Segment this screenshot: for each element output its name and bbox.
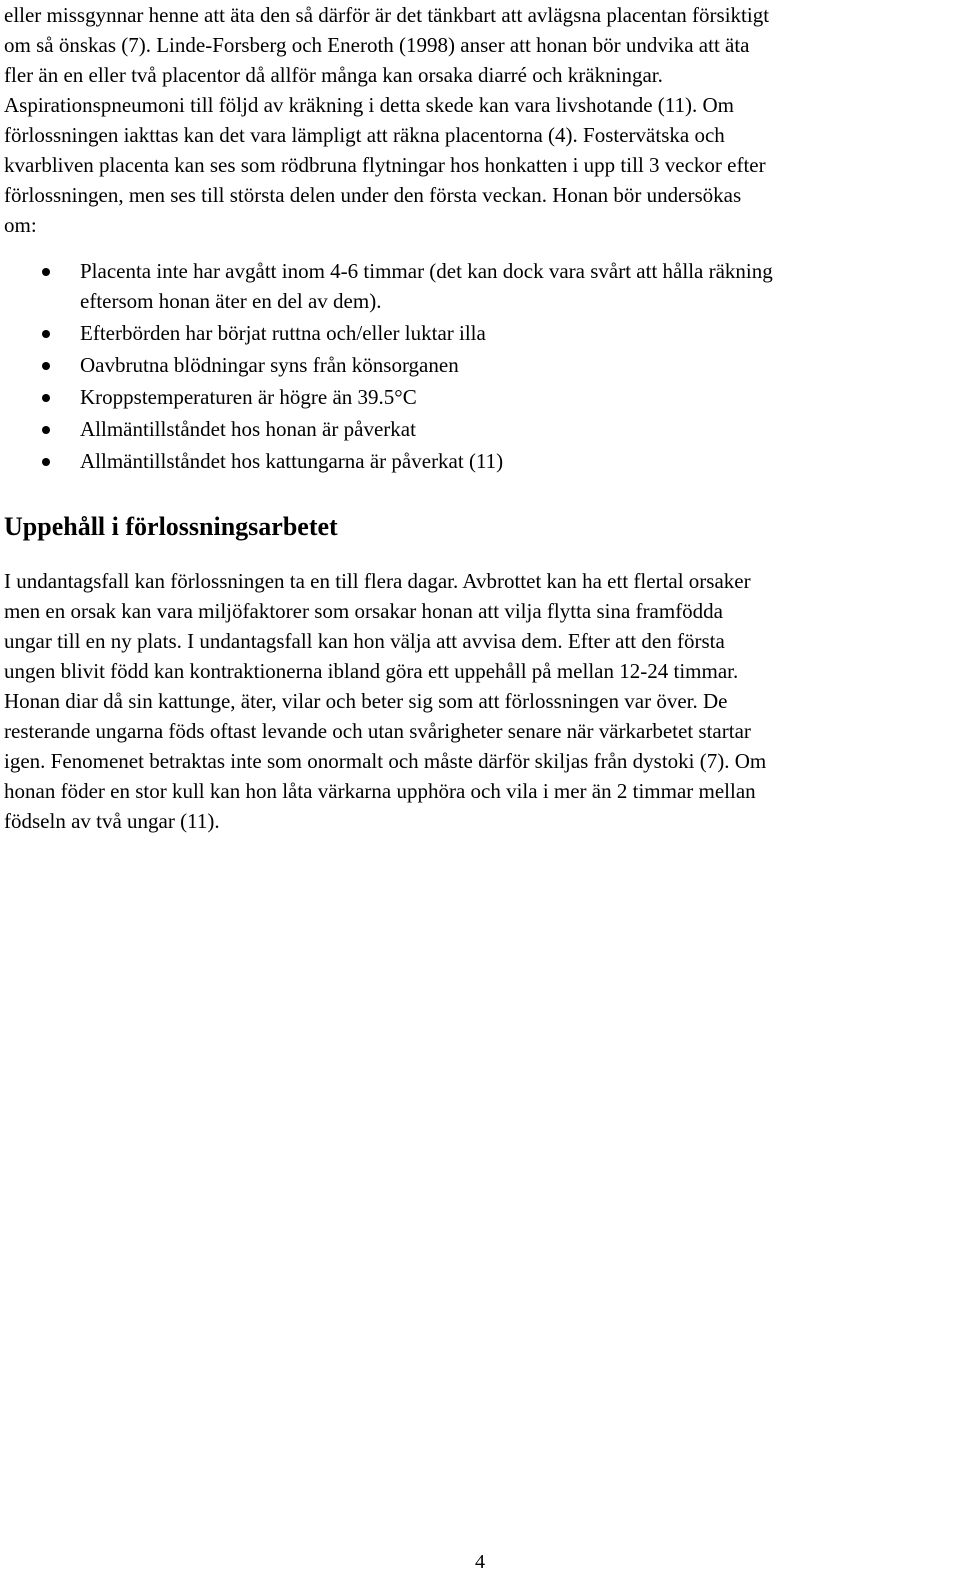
text-line: förlossningen, men ses till största delen under den första veckan. Honan bör undersökas — [4, 183, 742, 207]
list-item-text: Kroppstemperaturen är högre än 39.5°C — [80, 385, 417, 409]
bullet-icon — [42, 394, 50, 402]
text-line: ungen blivit född kan kontraktionerna ibland göra ett uppehåll på mellan 12-24 timmar. — [4, 659, 739, 683]
list-item — [4, 350, 948, 380]
text-line: honan föder en stor kull kan hon låta värkarna upphöra och vila i mer än 2 timmar mellan — [4, 779, 756, 803]
bullet-list — [4, 256, 948, 476]
text-line: eller missgynnar henne att äta den så därför är det tänkbart att avlägsna placentan försiktigt — [4, 3, 770, 27]
text-line: men en orsak kan vara miljöfaktorer som orsakar honan att vilja flytta sina framfödda — [4, 599, 724, 623]
section-paragraph — [4, 566, 948, 836]
bullet-icon — [42, 362, 50, 370]
text-line: kvarbliven placenta kan ses som rödbruna flytningar hos honkatten i upp till 3 veckor efter — [4, 153, 766, 177]
list-item — [4, 446, 948, 476]
text-line: om så önskas (7). Linde-Forsberg och Eneroth (1998) anser att honan bör undvika att äta — [4, 33, 750, 57]
list-item-text: eftersom honan äter en del av dem). — [80, 289, 382, 313]
bullet-icon — [42, 426, 50, 434]
text-line: ungar till en ny plats. I undantagsfall kan hon välja att avvisa dem. Efter att den första — [4, 629, 725, 653]
text-line: Honan diar då sin kattunge, äter, vilar och beter sig som att förlossningen var över. De — [4, 689, 728, 713]
list-item — [4, 382, 948, 412]
text-line: förlossningen iakttas kan det vara lämpligt att räkna placentorna (4). Fostervätska och — [4, 123, 725, 147]
text-line: igen. Fenomenet betraktas inte som onormalt och måste därför skiljas från dystoki (7). Om — [4, 749, 767, 773]
list-item-text: Oavbrutna blödningar syns från könsorganen — [80, 353, 459, 377]
bullet-icon — [42, 268, 50, 276]
bullet-icon — [42, 458, 50, 466]
text-line: fler än en eller två placentor då allför många kan orsaka diarré och kräkningar. — [4, 63, 663, 87]
text-line: om: — [4, 213, 37, 237]
intro-paragraph — [4, 0, 948, 240]
list-item — [4, 256, 948, 316]
page-number: 4 — [475, 1551, 485, 1573]
text-line: födseln av två ungar (11). — [4, 809, 220, 833]
list-item — [4, 318, 948, 348]
list-item-text: Placenta inte har avgått inom 4-6 timmar (det kan dock vara svårt att hålla räkning — [80, 259, 773, 283]
text-line: resterande ungarna föds oftast levande och utan svårigheter senare när värkarbetet startar — [4, 719, 751, 743]
list-item-text: Efterbörden har börjat ruttna och/eller luktar illa — [80, 321, 486, 345]
text-line: I undantagsfall kan förlossningen ta en till flera dagar. Avbrottet kan ha ett flertal orsaker — [4, 569, 751, 593]
section-heading: Uppehåll i förlossningsarbetet — [4, 512, 338, 541]
text-line: Aspirationspneumoni till följd av kräkning i detta skede kan vara livshotande (11). Om — [4, 93, 734, 117]
list-item-text: Allmäntillståndet hos honan är påverkat — [80, 417, 416, 441]
bullet-icon — [42, 330, 50, 338]
document-page — [4, 0, 948, 836]
list-item-text: Allmäntillståndet hos kattungarna är påverkat (11) — [80, 449, 504, 473]
list-item — [4, 414, 948, 444]
